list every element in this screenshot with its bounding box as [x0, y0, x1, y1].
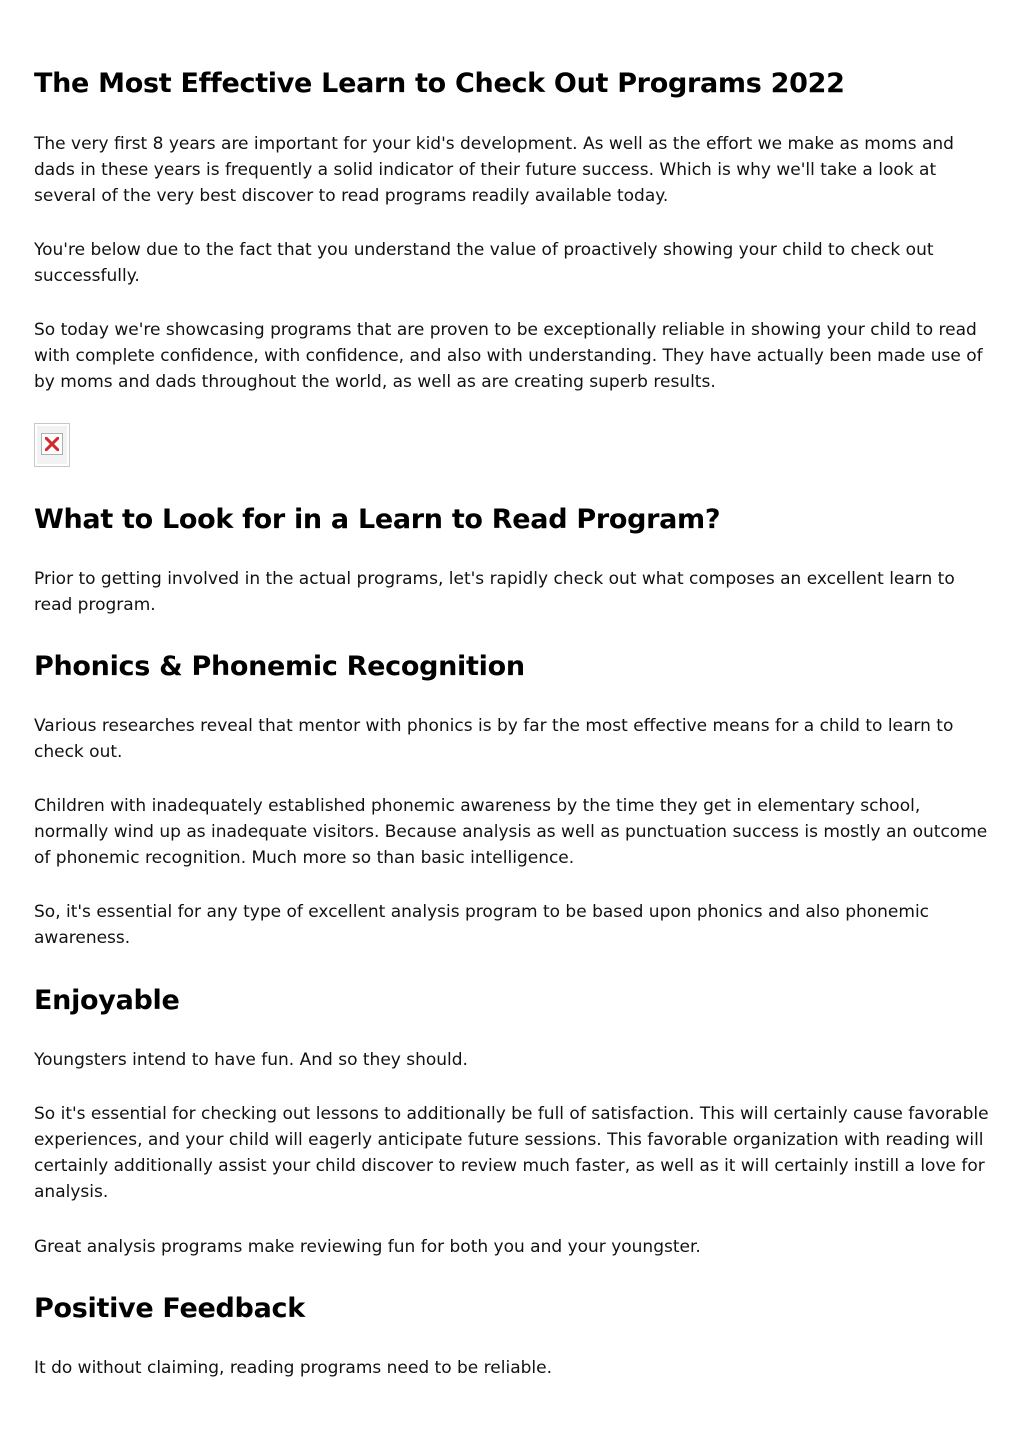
section2-paragraph-2: Children with inadequately established phonemic awareness by the time they get in elementary school, normally wind up as inadequate visitors. Because analysis as well as punctuation success is mostly an outcome of phonemic recognition. Much more so than basic intelligence. — [34, 796, 988, 868]
section-heading-phonics: Phonics & Phonemic Recognition — [34, 651, 525, 682]
section3-paragraph-1: Youngsters intend to have fun. And so they should. — [34, 1050, 468, 1070]
intro-paragraph-1: The very first 8 years are important for your kid's development. As well as the effort we make as moms and dads in these years is frequently a solid indicator of their future success. Which is why we'll take a look at several of the very best discover to read programs readily available today. — [34, 134, 954, 206]
section4-paragraph-1: It do without claiming, reading programs need to be reliable. — [34, 1358, 552, 1378]
intro-paragraph-2: You're below due to the fact that you understand the value of proactively showing your child to check out successfully. — [34, 240, 934, 286]
page-title: The Most Effective Learn to Check Out Programs 2022 — [34, 68, 845, 99]
intro-paragraph-3: So today we're showcasing programs that are proven to be exceptionally reliable in showing your child to read with complete confidence, with confidence, and also with understanding. They have actually been made use of by moms and dads throughout the world, as well as are creating superb results. — [34, 320, 983, 392]
section3-paragraph-3: Great analysis programs make reviewing fun for both you and your youngster. — [34, 1237, 701, 1257]
section-heading-enjoyable: Enjoyable — [34, 985, 180, 1016]
broken-image-frame — [41, 433, 63, 455]
section2-paragraph-1: Various researches reveal that mentor with phonics is by far the most effective means for a child to learn to check out. — [34, 716, 954, 762]
section3-paragraph-2: So it's essential for checking out lessons to additionally be full of satisfaction. This will certainly cause favorable experiences, and your child will eagerly anticipate future sessions. This favorable organization with reading will certainly additionally assist your child discover to review much faster, as well as it will certainly instill a love for analysis. — [34, 1104, 989, 1202]
broken-image-icon — [34, 423, 70, 467]
section1-paragraph-1: Prior to getting involved in the actual programs, let's rapidly check out what composes an excellent learn to read program. — [34, 569, 955, 615]
red-x-icon — [45, 437, 59, 451]
section2-paragraph-3: So, it's essential for any type of excellent analysis program to be based upon phonics and also phonemic awareness. — [34, 902, 930, 948]
section-heading-what-to-look-for: What to Look for in a Learn to Read Program? — [34, 504, 721, 535]
section-heading-positive-feedback: Positive Feedback — [34, 1293, 305, 1324]
